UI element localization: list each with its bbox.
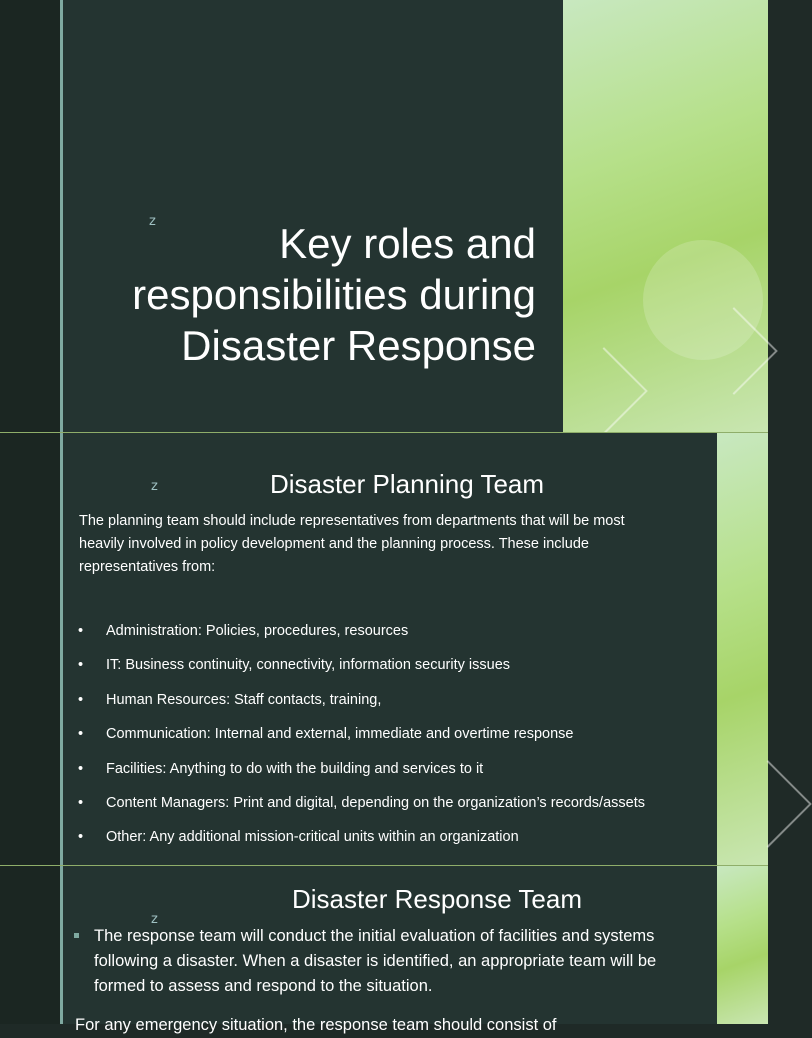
slide-marker: z (151, 479, 158, 494)
list-item-text: Human Resources: Staff contacts, training, (106, 691, 382, 708)
title-line: responsibilities during (132, 271, 536, 318)
slide-title-text (36, 218, 536, 371)
list-item-text: IT: Business continuity, connectivity, information security issues (106, 657, 511, 674)
intro-line: The planning team should include representatives from departments that will be most (79, 513, 625, 529)
list-item-text: Content Managers: Print and digital, depending on the organization’s records/assets (106, 794, 645, 811)
list-item (78, 795, 645, 829)
slide-marker: z (151, 912, 158, 927)
slide-response-team (0, 866, 768, 1034)
response-partial-line: For any emergency situation, the response team should consist of (75, 1016, 557, 1034)
response-line: following a disaster. When a disaster is identified, an appropriate team will be (94, 952, 657, 970)
slide-planning-team (0, 433, 768, 865)
bullet-dot: • (78, 760, 84, 777)
title-line: Key roles and (279, 220, 536, 267)
list-item (78, 761, 645, 795)
list-item (78, 726, 645, 760)
left-strip (0, 866, 60, 1024)
bullet-dot: • (78, 623, 84, 639)
response-paragraph (94, 924, 694, 999)
title-line: Disaster Response (181, 322, 536, 369)
intro-paragraph (79, 510, 709, 579)
list-item (78, 623, 645, 657)
list-item (78, 657, 645, 691)
bullet-dot: • (78, 829, 84, 846)
left-strip (0, 433, 60, 865)
list-item (78, 829, 645, 863)
chevron-decor-icon (560, 347, 648, 435)
response-line: The response team will conduct the initial evaluation of facilities and systems (94, 927, 655, 945)
list-item-text: Other: Any additional mission-critical units within an organization (106, 829, 519, 846)
green-decor-panel (717, 433, 768, 865)
roles-list (78, 623, 645, 864)
slide-marker: z (149, 214, 156, 229)
bullet-dot: • (78, 726, 84, 743)
intro-line: representatives from: (79, 559, 216, 575)
slide-heading: Disaster Response Team (292, 884, 582, 914)
list-item-text: Communication: Internal and external, immediate and overtime response (106, 726, 574, 743)
slide-heading: Disaster Planning Team (269, 469, 545, 499)
bullet-dot: • (78, 794, 84, 811)
green-decor-panel (717, 866, 768, 1024)
green-decor-panel (563, 0, 768, 432)
bullet-dot: • (78, 657, 84, 674)
slide-title (0, 0, 768, 432)
list-item-text: Administration: Policies, procedures, resources (106, 623, 409, 639)
list-item-text: Facilities: Anything to do with the building and services to it (106, 760, 484, 777)
chevron-decor-icon (724, 760, 812, 848)
list-item (78, 692, 645, 726)
square-bullet-icon (74, 933, 79, 938)
intro-line: heavily involved in policy development and the planning process. These include (79, 536, 589, 552)
bullet-dot: • (78, 691, 84, 708)
response-line: formed to assess and respond to the situation. (94, 977, 433, 995)
